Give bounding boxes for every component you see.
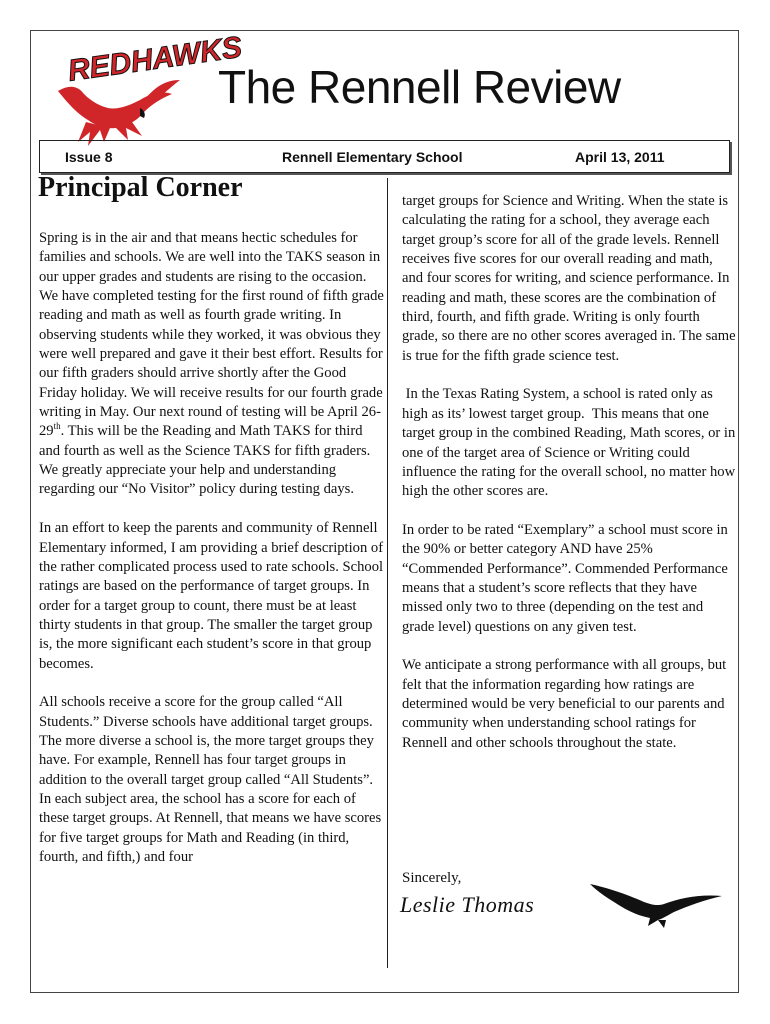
paragraph: In the Texas Rating System, a school is rated only as high as its’ lowest target group. This means that one target group in the combined Reading, Math scores, or in one of the target area of Science or Writing could influence the rating for the overall school, no matter how high the other scores are. bbox=[402, 386, 739, 500]
article-heading: Principal Corner bbox=[38, 172, 243, 203]
hawk-icon bbox=[588, 880, 724, 930]
logo-text: REDHAWKS bbox=[65, 30, 244, 88]
closing: Sincerely, bbox=[402, 870, 462, 886]
redhawks-logo bbox=[48, 30, 244, 148]
right-column bbox=[402, 192, 737, 773]
school-name: Rennell Elementary School bbox=[282, 149, 463, 165]
issue-number: Issue 8 bbox=[65, 149, 113, 165]
paragraph: We anticipate a strong performance with all groups, but felt that the information regarding how ratings are determined would be very beneficial to our parents and community when understanding school ratings for Rennell and other schools throughout the state. bbox=[402, 657, 727, 751]
paragraph: target groups for Science and Writing. When the state is calculating the rating for a school, they average each target group’s score for all of the grade levels. Rennell receives five scores for our overall reading and math, and four scores for writing, and science performance. In reading and math, these scores are the combination of third, fourth, and fifth grade. Writing is only fourth grade, so there are no other scores averaged in. The same is true for the fifth grade science test. bbox=[402, 193, 736, 364]
paragraph: In an effort to keep the parents and community of Rennell Elementary informed, I am providing a brief description of the rather complicated process used to rate schools. School ratings are based on the performance of target groups. In order for a target group to count, there must be at least thirty students in that group. The smaller the target group is, the more significant each student’s score in that group becomes. bbox=[39, 520, 384, 672]
column-divider bbox=[387, 178, 388, 968]
issue-bar bbox=[39, 140, 730, 173]
paragraph: All schools receive a score for the group called “All Students.” Diverse schools have additional target groups. The more diverse a school is, the more target groups they have. For example, Rennell has four target groups in addition to the overall target group called “All Students”. In each subject area, the school has a score for each of these target groups. At Rennell, that means we have scores for five target groups for Math and Reading (in third, fourth, and fifth,) and four bbox=[39, 694, 382, 866]
left-column bbox=[39, 229, 384, 887]
newsletter-title: The Rennell Review bbox=[218, 61, 621, 113]
issue-date: April 13, 2011 bbox=[575, 149, 665, 165]
signature: Leslie Thomas bbox=[400, 892, 535, 917]
paragraph: Spring is in the air and that means hectic schedules for families and schools. We are well into the TAKS season in our upper grades and students are rising to the occasion. We have completed testing for the first round of fifth grade reading and math as well as fourth grade writing. In observing students while they worked, it was obvious they were well prepared and gave it their best effort. Results for our fifth graders should arrive shortly after the Good Friday holiday. We will receive results for our fourth grade writing in May. Our next round of testing will be April 26-29th. This will be the Reading and Math TAKS for third and fourth as well as the Science TAKS for fifth graders. We greatly appreciate your help and understanding regarding our “No Visitor” policy during testing days. bbox=[39, 230, 384, 498]
paragraph: In order to be rated “Exemplary” a school must score in the 90% or better category AND have 25% “Commended Performance”. Commended Performance means that a student’s score reflects that they have missed only two to three (depending on the test and grade level) questions on any given test. bbox=[402, 521, 728, 635]
